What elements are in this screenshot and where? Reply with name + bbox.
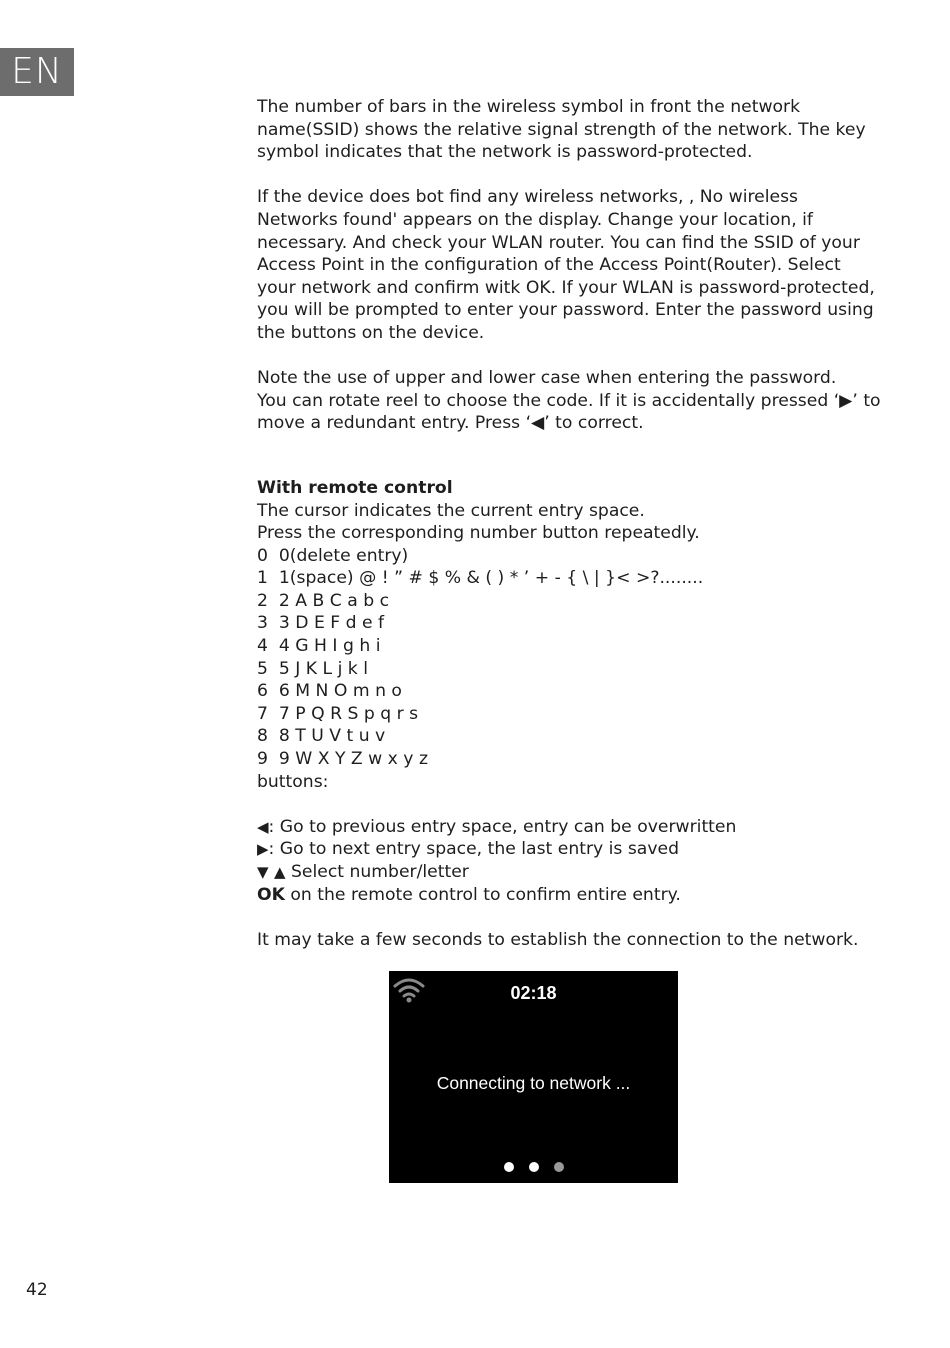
key-row: 3 3 D E F d e f	[257, 613, 385, 634]
right-triangle-icon: ▶	[257, 840, 269, 859]
progress-dot	[504, 1162, 514, 1172]
button-right-description	[257, 838, 882, 861]
left-triangle-icon: ◀	[257, 817, 269, 836]
button-updown-description	[257, 861, 882, 884]
progress-dot	[529, 1162, 539, 1172]
device-screen	[389, 971, 678, 1183]
key-row: 1 1(space) @ ! ” # $ % & ( ) * ’ + - { \ | }< >?........	[257, 568, 704, 589]
down-triangle-icon: ▼	[257, 863, 269, 881]
paragraph-case-note: Note the use of upper and lower case when entering the password.	[257, 368, 837, 389]
button-updown-text: Select number/letter	[285, 862, 469, 882]
paragraph-signal-strength: The number of bars in the wireless symbol in front the network name(SSID) shows the relative signal strength of the network. The key symbol indicates that the network is password-protected.	[257, 97, 866, 163]
up-triangle-icon: ▲	[274, 863, 286, 881]
paragraph-reel-note: You can rotate reel to choose the code. If it is accidentally pressed ‘▶’ to move a redundant entry. Press ‘◀’ to correct.	[257, 390, 881, 434]
ok-description	[257, 884, 882, 907]
ok-label: OK	[257, 884, 285, 905]
key-row: 5 5 J K L j k l	[257, 658, 368, 679]
intro-line: Press the corresponding number button repeatedly.	[257, 523, 700, 544]
screen-status-text: Connecting to network ...	[436, 1073, 631, 1093]
closing-note: It may take a few seconds to establish the connection to the network.	[257, 929, 859, 950]
key-row: 9 9 W X Y Z w x y z	[257, 749, 428, 770]
ok-text: on the remote control to confirm entire entry.	[284, 884, 681, 905]
button-left-description	[257, 816, 882, 839]
key-row: 6 6 M N O m n o	[257, 681, 402, 702]
intro-line: The cursor indicates the current entry space.	[257, 500, 645, 521]
section-heading: With remote control	[257, 477, 453, 498]
key-row: 7 7 P Q R S p q r s	[257, 703, 419, 724]
key-row: 8 8 T U V t u v	[257, 726, 386, 747]
page-number: 42	[26, 1280, 48, 1300]
language-tab: EN	[0, 48, 74, 96]
key-row: 4 4 G H I g h i	[257, 636, 381, 657]
progress-dot	[554, 1162, 564, 1172]
button-right-text: : Go to next entry space, the last entry is saved	[268, 839, 679, 860]
key-row: 0 0(delete entry)	[257, 545, 409, 566]
key-row: 2 2 A B C a b c	[257, 590, 390, 611]
main-content	[257, 96, 882, 951]
buttons-label: buttons:	[257, 771, 329, 792]
screen-clock: 02:18	[510, 983, 557, 1003]
button-left-text: : Go to previous entry space, entry can be overwritten	[268, 816, 737, 837]
progress-dots	[389, 1162, 678, 1172]
paragraph-no-networks: If the device does bot find any wireless networks, , No wireless Networks found' appears on the display. Change your location, if necessary. And check your WLAN router. You can find the SSID of your Access Point in the configuration of the Access Point(Router). Select your network and confirm witk OK. If your WLAN is password-protected, you will be prompted to enter your password. Enter the password using the buttons on the device.	[257, 187, 875, 343]
